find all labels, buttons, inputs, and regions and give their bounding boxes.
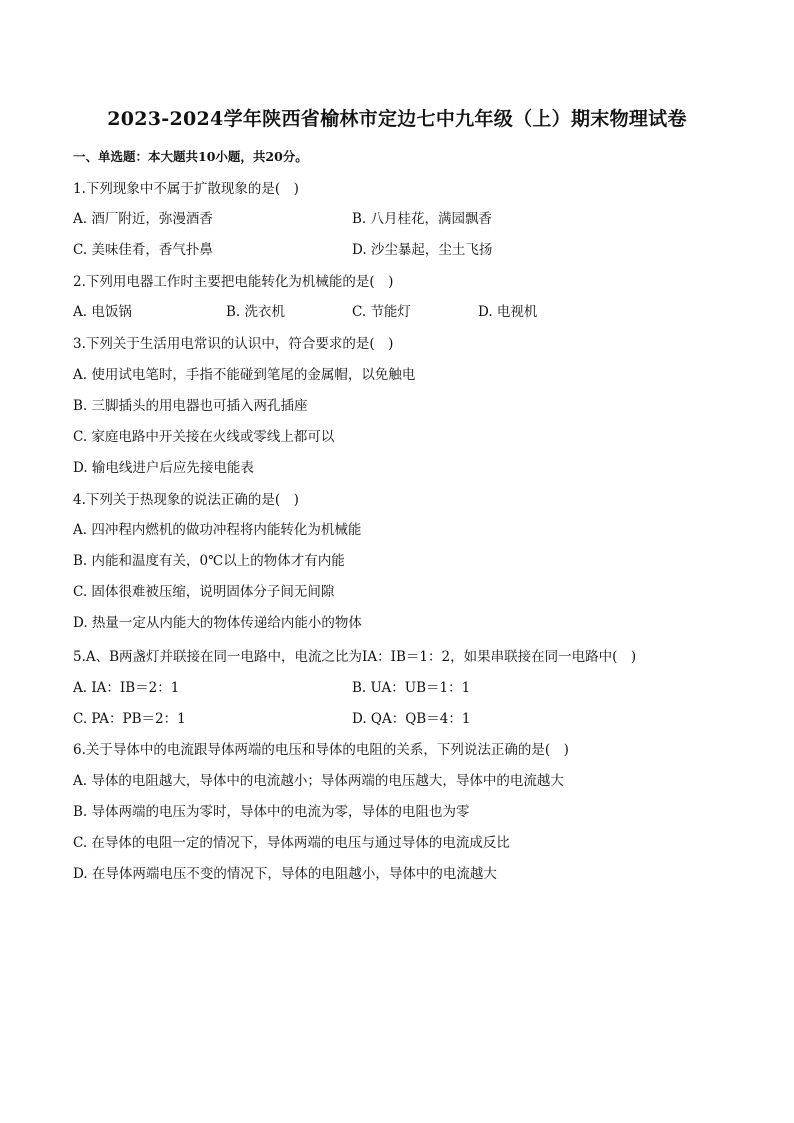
question-1-option-c: C. 美味佳肴，香气扑鼻 bbox=[73, 242, 213, 258]
question-3-option-c: C. 家庭电路中开关接在火线或零线上都可以 bbox=[73, 429, 335, 445]
question-4-option-c: C. 固体很难被压缩，说明固体分子间无间隙 bbox=[73, 584, 335, 600]
question-2-option-a: A. 电饭锅 bbox=[73, 304, 132, 320]
question-4-stem: 4.下列关于热现象的说法正确的是( ) bbox=[73, 492, 299, 508]
section-heading: 一、单选题：本大题共10小题，共20分。 bbox=[73, 149, 308, 164]
question-2-option-c: C. 节能灯 bbox=[352, 304, 411, 320]
question-1-option-b: B. 八月桂花，满园飘香 bbox=[352, 211, 493, 227]
question-3-option-a: A. 使用试电笔时，手指不能碰到笔尾的金属帽，以免触电 bbox=[73, 367, 416, 383]
question-5-option-a: A. IA：IB＝2：1 bbox=[73, 680, 180, 696]
question-1-stem: 1.下列现象中不属于扩散现象的是( ) bbox=[73, 181, 299, 197]
question-6-option-b: B. 导体两端的电压为零时，导体中的电流为零，导体的电阻也为零 bbox=[73, 804, 470, 820]
question-3-option-b: B. 三脚插头的用电器也可插入两孔插座 bbox=[73, 398, 308, 414]
question-5-option-c: C. PA：PB＝2：1 bbox=[73, 711, 186, 727]
question-4-option-a: A. 四冲程内燃机的做功冲程将内能转化为机械能 bbox=[73, 522, 362, 538]
question-5-stem: 5.A、B两盏灯并联接在同一电路中，电流之比为IA：IB＝1：2，如果串联接在同一电路中( ) bbox=[73, 649, 637, 665]
question-6-option-a: A. 导体的电阻越大，导体中的电流越小；导体两端的电压越大，导体中的电流越大 bbox=[73, 773, 564, 789]
question-2-option-d: D. 电视机 bbox=[478, 304, 538, 320]
question-1-option-d: D. 沙尘暴起，尘土飞扬 bbox=[352, 242, 493, 258]
question-6-option-d: D. 在导体两端电压不变的情况下，导体的电阻越小，导体中的电流越大 bbox=[73, 866, 497, 882]
question-3-option-d: D. 输电线进户后应先接电能表 bbox=[73, 460, 254, 476]
question-6-stem: 6.关于导体中的电流跟导体两端的电压和导体的电阻的关系，下列说法正确的是( ) bbox=[73, 742, 569, 758]
question-1-option-a: A. 酒厂附近，弥漫酒香 bbox=[73, 211, 213, 227]
exam-title: 2023-2024学年陕西省榆林市定边七中九年级（上）期末物理试卷 bbox=[107, 108, 687, 130]
question-6-option-c: C. 在导体的电阻一定的情况下，导体两端的电压与通过导体的电流成反比 bbox=[73, 835, 510, 851]
question-2-option-b: B. 洗衣机 bbox=[226, 304, 286, 320]
question-4-option-d: D. 热量一定从内能大的物体传递给内能小的物体 bbox=[73, 615, 362, 631]
question-5-option-d: D. QA：QB＝4：1 bbox=[352, 711, 471, 727]
question-4-option-b: B. 内能和温度有关，0℃以上的物体才有内能 bbox=[73, 553, 345, 569]
question-2-stem: 2.下列用电器工作时主要把电能转化为机械能的是( ) bbox=[73, 274, 394, 290]
question-3-stem: 3.下列关于生活用电常识的认识中，符合要求的是( ) bbox=[73, 336, 394, 352]
question-5-option-b: B. UA：UB＝1：1 bbox=[352, 680, 471, 696]
